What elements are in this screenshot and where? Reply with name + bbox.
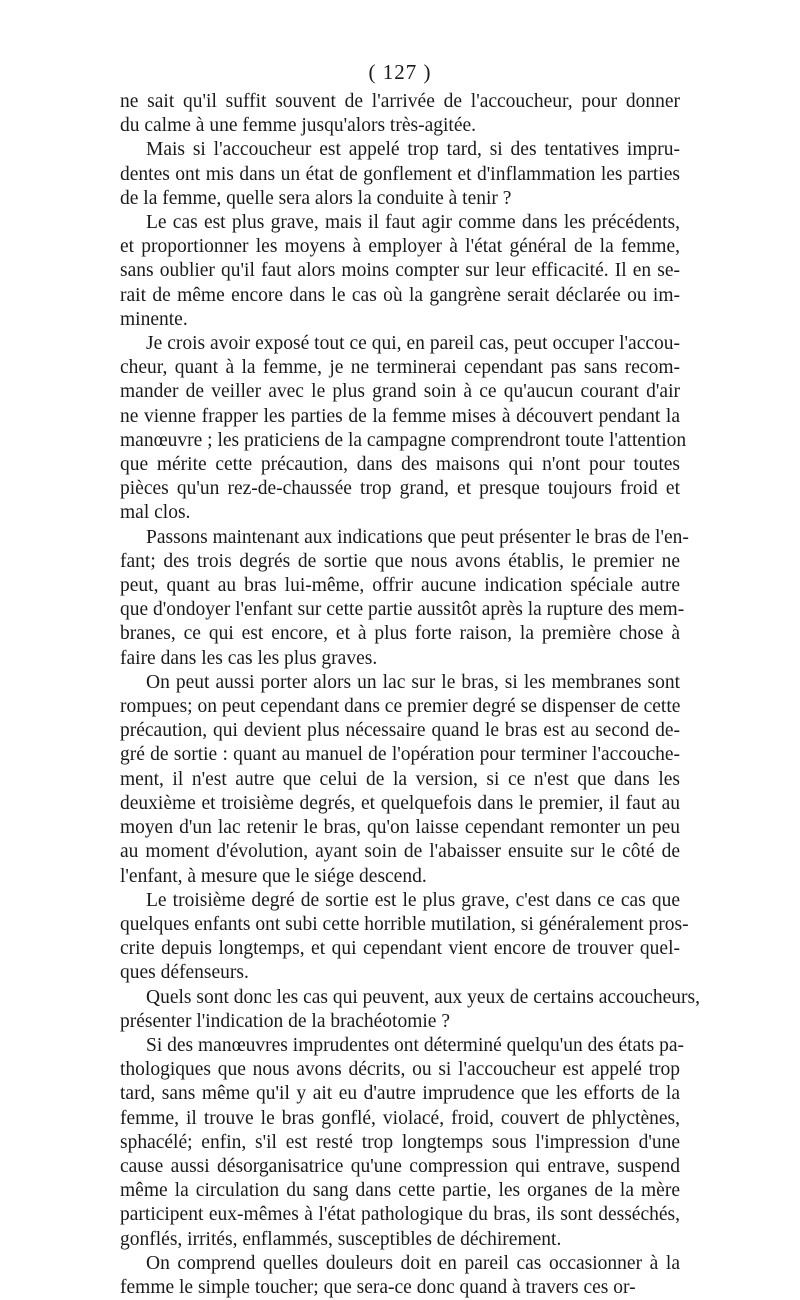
paragraph <box>120 90 680 138</box>
paragraph <box>120 889 689 986</box>
text-line: Passons maintenant aux indications que peut présenter le bras de l'en- <box>146 526 689 548</box>
paragraph <box>120 138 680 211</box>
text-line: gonflés, irrités, enflammés, susceptibles de déchirement. <box>120 1228 562 1250</box>
text-line: mander de veiller avec le plus grand soin à ce qu'aucun courant d'air <box>120 381 680 403</box>
text-line: Le troisième degré de sortie est le plus grave, c'est dans ce cas que <box>146 889 680 911</box>
text-line: mal clos. <box>120 502 191 524</box>
text-line: même la circulation du sang dans cette partie, les organes de la mère <box>120 1180 680 1202</box>
paragraph <box>120 1034 685 1252</box>
text-line: deuxième et troisième degrés, et quelquefois dans le premier, il faut au <box>120 792 680 814</box>
text-line: rait de même encore dans le cas où la gangrène serait déclarée ou im- <box>120 284 680 306</box>
text-line: Si des manœuvres imprudentes ont déterminé quelqu'un des états pa- <box>146 1034 685 1056</box>
paragraph <box>120 671 680 889</box>
text-line: dentes ont mis dans un état de gonflement et d'inflammation les parties <box>120 163 680 185</box>
page-number: ( 127 ) <box>368 60 432 84</box>
paragraph <box>120 526 689 671</box>
text-line: cheur, quant à la femme, je ne terminerai cependant pas sans recom- <box>120 357 680 379</box>
text-line: pièces qu'un rez-de-chaussée trop grand, et presque toujours froid et <box>120 478 680 500</box>
paragraph <box>120 211 680 332</box>
text-line: femme le simple toucher; que sera-ce donc quand à travers ces or- <box>120 1276 636 1298</box>
text-line: du calme à une femme jusqu'alors très-agitée. <box>120 115 476 137</box>
text-line: Le cas est plus grave, mais il faut agir comme dans les précédents, <box>146 212 680 234</box>
text-line: ne vienne frapper les parties de la femme mises à découvert pendant la <box>120 405 680 427</box>
text-line: présenter l'indication de la brachéotomie ? <box>120 1010 450 1032</box>
text-line: Je crois avoir exposé tout ce qui, en pareil cas, peut occuper l'accou- <box>146 333 680 355</box>
text-line: que d'ondoyer l'enfant sur cette partie aussitôt après la rupture des mem- <box>120 599 685 621</box>
text-line: branes, ce qui est encore, et à plus forte raison, la première chose à <box>120 623 680 645</box>
text-line: cause aussi désorganisatrice qu'une compression qui entrave, suspend <box>120 1155 680 1177</box>
text-line: ques défenseurs. <box>120 962 249 984</box>
body-text <box>120 90 700 1300</box>
text-line: ment, il n'est autre que celui de la version, si ce n'est que dans les <box>120 768 680 790</box>
text-line: rompues; on peut cependant dans ce premier degré se dispenser de cette <box>120 696 681 718</box>
text-line: ne sait qu'il suffit souvent de l'arrivée de l'accoucheur, pour donner <box>120 91 680 112</box>
text-line: et proportionner les moyens à employer à l'état général de la femme, <box>120 236 680 258</box>
text-line: crite depuis longtemps, et qui cependant vient encore de trouver quel- <box>120 938 680 960</box>
text-line: quelques enfants ont subi cette horrible mutilation, si généralement pros- <box>120 913 689 935</box>
paragraph <box>120 986 700 1034</box>
text-line: participent eux-mêmes à l'état pathologique du bras, ils sont desséchés, <box>120 1204 680 1226</box>
text-line: gré de sortie : quant au manuel de l'opération pour terminer l'accouche- <box>120 744 680 766</box>
text-line: Quels sont donc les cas qui peuvent, aux yeux de certains accoucheurs, <box>146 986 700 1008</box>
text-line: manœuvre ; les praticiens de la campagne comprendront toute l'attention <box>120 429 687 451</box>
text-line: sphacélé; enfin, s'il est resté trop longtemps sous l'impression d'une <box>120 1131 680 1153</box>
text-line: On comprend quelles douleurs doit en pareil cas occasionner à la <box>146 1252 680 1274</box>
text-line: précaution, qui devient plus nécessaire quand le bras est au second de- <box>120 720 680 742</box>
text-line: l'enfant, à mesure que le siége descend. <box>120 865 427 887</box>
text-line: moyen d'un lac retenir le bras, qu'on laisse cependant remonter un peu <box>120 817 680 839</box>
text-line: au moment d'évolution, ayant soin de l'abaisser ensuite sur le côté de <box>120 841 680 863</box>
text-line: minente. <box>120 308 188 330</box>
text-line: sans oublier qu'il faut alors moins compter sur leur efficacité. Il en se- <box>120 260 680 282</box>
text-line: faire dans les cas les plus graves. <box>120 647 378 669</box>
text-line: Mais si l'accoucheur est appelé trop tard, si des tentatives impru- <box>146 139 680 161</box>
text-line: fant; des trois degrés de sortie que nous avons établis, le premier ne <box>120 550 680 572</box>
text-line: de la femme, quelle sera alors la conduite à tenir ? <box>120 187 512 209</box>
text-line: peut, quant au bras lui-même, offrir aucune indication spéciale autre <box>120 575 680 597</box>
text-line: tard, sans même qu'il y ait eu d'autre imprudence que les efforts de la <box>120 1083 680 1105</box>
text-line: On peut aussi porter alors un lac sur le bras, si les membranes sont <box>146 671 680 693</box>
text-line: que mérite cette précaution, dans des maisons qui n'ont pour toutes <box>120 454 680 476</box>
paragraph <box>120 332 687 526</box>
paragraph <box>120 1252 680 1300</box>
text-line: thologiques que nous avons décrits, ou si l'accoucheur est appelé trop <box>120 1059 680 1081</box>
text-line: femme, il trouve le bras gonflé, violacé, froid, couvert de phlyctènes, <box>120 1107 680 1129</box>
